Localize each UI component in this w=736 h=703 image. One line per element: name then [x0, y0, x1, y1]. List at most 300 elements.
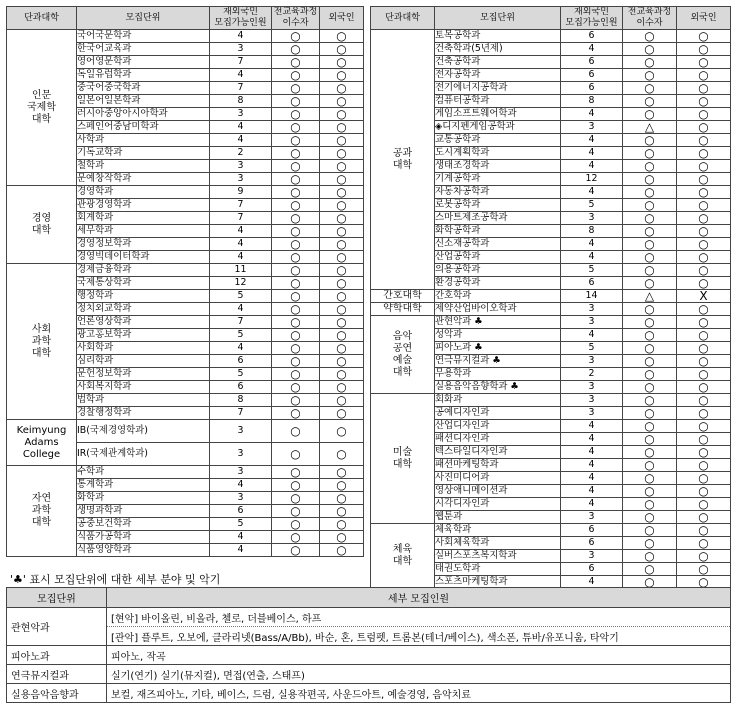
teacher-mark: ○ [623, 186, 677, 199]
unit-name: 수학과 [77, 466, 210, 479]
unit-name: 경찰행정학과 [77, 407, 210, 420]
foreign-mark: ○ [320, 505, 364, 518]
teacher-mark: ○ [623, 550, 677, 563]
teacher-mark: ○ [272, 342, 320, 355]
overseas-count: 4 [561, 459, 623, 472]
detail-line: 실기(연기) 실기(뮤지컬), 면접(연출, 스태프) [107, 665, 731, 684]
unit-name: 광고홍보학과 [77, 329, 210, 342]
unit-name: 심리학과 [77, 355, 210, 368]
overseas-count: 8 [210, 95, 272, 108]
unit-name: 제약산업바이오학과 [435, 303, 561, 316]
foreign-mark: ○ [677, 472, 731, 485]
unit-name: 관광경영학과 [77, 199, 210, 212]
foreign-mark: ○ [320, 466, 364, 479]
teacher-mark: ○ [623, 433, 677, 446]
foreign-mark: ○ [320, 251, 364, 264]
foreign-mark: ○ [677, 147, 731, 160]
overseas-count: 6 [561, 69, 623, 82]
teacher-mark: ○ [623, 212, 677, 225]
foreign-mark: ○ [320, 238, 364, 251]
overseas-count: 3 [561, 121, 623, 134]
header-unit: 모집단위 [435, 7, 561, 30]
unit-name: 통계학과 [77, 479, 210, 492]
unit-name: 문예창작학과 [77, 173, 210, 186]
unit-name: 공중보건학과 [77, 518, 210, 531]
teacher-mark: ○ [623, 199, 677, 212]
teacher-mark: ○ [623, 95, 677, 108]
teacher-mark: ○ [272, 544, 320, 557]
teacher-mark: ○ [272, 290, 320, 303]
unit-name: 일본어일본학과 [77, 95, 210, 108]
unit-name: 스페인어중남미학과 [77, 121, 210, 134]
unit-name: 컴퓨터공학과 [435, 95, 561, 108]
overseas-count: 8 [561, 95, 623, 108]
teacher-mark: ○ [623, 264, 677, 277]
overseas-count: 2 [210, 147, 272, 160]
unit-name: 건축공학과 [435, 56, 561, 69]
header-overseas: 재외국민 모집가능인원 [210, 7, 272, 30]
unit-name: 산업공학과 [435, 251, 561, 264]
teacher-mark: ○ [623, 394, 677, 407]
foreign-mark: ○ [320, 420, 364, 443]
teacher-mark: ○ [623, 134, 677, 147]
foreign-mark: ○ [677, 446, 731, 459]
foreign-mark: ○ [677, 264, 731, 277]
teacher-mark: ○ [272, 264, 320, 277]
teacher-mark: ○ [272, 394, 320, 407]
foreign-mark: ○ [677, 277, 731, 290]
overseas-count: 3 [210, 160, 272, 173]
unit-name: 생명과학과 [77, 505, 210, 518]
overseas-count: 4 [561, 238, 623, 251]
teacher-mark: ○ [623, 30, 677, 43]
unit-name: 영어영문학과 [77, 56, 210, 69]
foreign-mark: X [677, 290, 731, 303]
overseas-count: 3 [561, 212, 623, 225]
foreign-mark: ○ [677, 485, 731, 498]
overseas-count: 4 [561, 485, 623, 498]
foreign-mark: ○ [320, 277, 364, 290]
unit-name: 철학과 [77, 160, 210, 173]
admission-table-right [370, 6, 731, 589]
unit-name: 태권도학과 [435, 563, 561, 576]
foreign-mark: ○ [677, 56, 731, 69]
foreign-mark: ○ [320, 407, 364, 420]
table-row [371, 316, 731, 329]
overseas-count: 14 [561, 290, 623, 303]
unit-name: 사학과 [77, 134, 210, 147]
teacher-mark: ○ [623, 511, 677, 524]
overseas-count: 4 [561, 160, 623, 173]
detail-unit: 피아노과 [7, 646, 107, 665]
teacher-mark: ○ [272, 505, 320, 518]
club-note: '♣' 표시 모집단위에 대한 세부 분야 및 악기 [10, 573, 221, 586]
detail-unit: 실용음악음향과 [7, 684, 107, 703]
teacher-mark: ○ [272, 355, 320, 368]
teacher-mark: ○ [272, 173, 320, 186]
unit-name: 스포츠마케팅학과 [435, 576, 561, 589]
overseas-count: 2 [561, 368, 623, 381]
teacher-mark: ○ [272, 420, 320, 443]
teacher-mark: ○ [272, 56, 320, 69]
college-name: 경영 대학 [7, 186, 77, 264]
college-name: 공과 대학 [371, 30, 435, 290]
college-name: 사회 과학 대학 [7, 264, 77, 420]
foreign-mark: ○ [677, 251, 731, 264]
teacher-mark: ○ [272, 147, 320, 160]
teacher-mark: ○ [272, 531, 320, 544]
overseas-count: 3 [561, 316, 623, 329]
foreign-mark: ○ [320, 368, 364, 381]
foreign-mark: ○ [320, 329, 364, 342]
foreign-mark: ○ [677, 160, 731, 173]
teacher-mark: ○ [623, 225, 677, 238]
foreign-mark: ○ [677, 498, 731, 511]
foreign-mark: ○ [320, 443, 364, 466]
foreign-mark: ○ [677, 329, 731, 342]
unit-name: 국어국문학과 [77, 30, 210, 43]
foreign-mark: ○ [320, 290, 364, 303]
foreign-mark: ○ [677, 537, 731, 550]
teacher-mark: ○ [623, 251, 677, 264]
teacher-mark: ○ [272, 251, 320, 264]
overseas-count: 8 [210, 394, 272, 407]
unit-name: 신소재공학과 [435, 238, 561, 251]
overseas-count: 4 [210, 531, 272, 544]
table-row [371, 394, 731, 407]
unit-name: 체육학과 [435, 524, 561, 537]
teacher-mark: ○ [623, 238, 677, 251]
unit-name: 패션마케팅학과 [435, 459, 561, 472]
teacher-mark: ○ [272, 160, 320, 173]
foreign-mark: ○ [320, 134, 364, 147]
teacher-mark: ○ [272, 518, 320, 531]
teacher-mark: ○ [623, 459, 677, 472]
unit-name: 문헌정보학과 [77, 368, 210, 381]
unit-name: 사회학과 [77, 342, 210, 355]
overseas-count: 3 [210, 43, 272, 56]
teacher-mark: ○ [272, 82, 320, 95]
foreign-mark: ○ [677, 563, 731, 576]
teacher-mark: ○ [272, 479, 320, 492]
foreign-mark: ○ [320, 264, 364, 277]
teacher-mark: ○ [272, 69, 320, 82]
detail-line: [현악] 바이올린, 비올라, 첼로, 더블베이스, 하프 [107, 608, 731, 627]
overseas-count: 5 [561, 264, 623, 277]
unit-name: 기계공학과 [435, 173, 561, 186]
overseas-count: 4 [210, 30, 272, 43]
foreign-mark: ○ [677, 316, 731, 329]
teacher-mark: ○ [272, 277, 320, 290]
unit-name: 독일유럽학과 [77, 69, 210, 82]
unit-name: 생태조경학과 [435, 160, 561, 173]
unit-name: 식품영양학과 [77, 544, 210, 557]
teacher-mark: ○ [272, 225, 320, 238]
unit-name: 웹툰과 [435, 511, 561, 524]
teacher-mark: ○ [623, 420, 677, 433]
teacher-mark: ○ [623, 69, 677, 82]
foreign-mark: ○ [677, 225, 731, 238]
teacher-mark: ○ [623, 43, 677, 56]
overseas-count: 5 [210, 368, 272, 381]
teacher-mark: ○ [623, 82, 677, 95]
foreign-mark: ○ [320, 69, 364, 82]
overseas-count: 7 [210, 56, 272, 69]
unit-name: 게임소프트웨어학과 [435, 108, 561, 121]
unit-name: 사회체육학과 [435, 537, 561, 550]
teacher-mark: ○ [272, 212, 320, 225]
overseas-count: 4 [210, 479, 272, 492]
teacher-mark: ○ [272, 121, 320, 134]
foreign-mark: ○ [677, 381, 731, 394]
foreign-mark: ○ [320, 173, 364, 186]
overseas-count: 4 [561, 108, 623, 121]
overseas-count: 4 [210, 238, 272, 251]
table-row [7, 30, 364, 43]
unit-name: 토목공학과 [435, 30, 561, 43]
college-name: 인문 국제학 대학 [7, 30, 77, 186]
foreign-mark: ○ [677, 95, 731, 108]
overseas-count: 6 [561, 524, 623, 537]
unit-name: 전자공학과 [435, 69, 561, 82]
overseas-count: 4 [210, 121, 272, 134]
unit-name: 기독교학과 [77, 147, 210, 160]
table-row [7, 420, 364, 443]
foreign-mark: ○ [320, 82, 364, 95]
overseas-count: 6 [561, 277, 623, 290]
teacher-mark: ○ [272, 199, 320, 212]
unit-name: 공예디자인과 [435, 407, 561, 420]
unit-name: 정치외교학과 [77, 303, 210, 316]
overseas-count: 3 [561, 511, 623, 524]
foreign-mark: ○ [320, 394, 364, 407]
teacher-mark: ○ [623, 316, 677, 329]
teacher-mark: ○ [272, 407, 320, 420]
foreign-mark: ○ [320, 303, 364, 316]
overseas-count: 3 [210, 108, 272, 121]
foreign-mark: ○ [677, 238, 731, 251]
college-name: 음악 공연 예술 대학 [371, 316, 435, 394]
foreign-mark: ○ [320, 225, 364, 238]
overseas-count: 4 [210, 225, 272, 238]
unit-name: 스마트제조공학과 [435, 212, 561, 225]
foreign-mark: ○ [677, 43, 731, 56]
teacher-mark: ○ [623, 147, 677, 160]
teacher-mark: ○ [272, 134, 320, 147]
foreign-mark: ○ [677, 303, 731, 316]
detail-line: 보컬, 재즈피아노, 기타, 베이스, 드럼, 실용작편곡, 사운드아트, 예술경영, 음악치료 [107, 684, 731, 703]
unit-name: 자동차공학과 [435, 186, 561, 199]
teacher-mark: ○ [272, 43, 320, 56]
unit-name: 실버스포츠복지학과 [435, 550, 561, 563]
overseas-count: 9 [210, 186, 272, 199]
foreign-mark: ○ [677, 342, 731, 355]
teacher-mark: ○ [272, 443, 320, 466]
unit-name: 산업디자인과 [435, 420, 561, 433]
instrument-detail-table [6, 587, 731, 703]
detail-line: 피아노, 작곡 [107, 646, 731, 665]
unit-name: 회계학과 [77, 212, 210, 225]
teacher-mark: ○ [623, 472, 677, 485]
foreign-mark: ○ [320, 108, 364, 121]
foreign-mark: ○ [677, 550, 731, 563]
teacher-mark: ○ [623, 563, 677, 576]
teacher-mark: ○ [272, 30, 320, 43]
overseas-count: 12 [210, 277, 272, 290]
overseas-count: 6 [210, 381, 272, 394]
unit-name: 경영빅데이터학과 [77, 251, 210, 264]
header-teacher: 전교육과정 이수자 [623, 7, 677, 30]
foreign-mark: ○ [320, 316, 364, 329]
header-unit: 모집단위 [77, 7, 210, 30]
detail-row [7, 627, 731, 646]
header-foreign: 외국인 [320, 7, 364, 30]
teacher-mark: ○ [623, 368, 677, 381]
overseas-count: 6 [561, 537, 623, 550]
foreign-mark: ○ [320, 518, 364, 531]
teacher-mark: ○ [272, 186, 320, 199]
unit-name: 관현악과 ♣ [435, 316, 561, 329]
teacher-mark: △ [623, 121, 677, 134]
overseas-count: 7 [210, 82, 272, 95]
teacher-mark: ○ [623, 329, 677, 342]
teacher-mark: △ [623, 290, 677, 303]
detail-row [7, 608, 731, 627]
overseas-count: 6 [561, 30, 623, 43]
overseas-count: 3 [561, 394, 623, 407]
foreign-mark: ○ [677, 199, 731, 212]
overseas-count: 4 [561, 134, 623, 147]
overseas-count: 3 [561, 355, 623, 368]
overseas-count: 7 [210, 199, 272, 212]
college-name: 자연 과학 대학 [7, 466, 77, 557]
overseas-count: 6 [561, 82, 623, 95]
table-row [7, 264, 364, 277]
overseas-count: 4 [561, 433, 623, 446]
unit-name: 전기에너지공학과 [435, 82, 561, 95]
teacher-mark: ○ [623, 498, 677, 511]
foreign-mark: ○ [320, 95, 364, 108]
foreign-mark: ○ [677, 576, 731, 589]
foreign-mark: ○ [320, 30, 364, 43]
teacher-mark: ○ [623, 485, 677, 498]
teacher-mark: ○ [623, 342, 677, 355]
unit-name: 환경공학과 [435, 277, 561, 290]
overseas-count: 4 [561, 147, 623, 160]
table-row [371, 290, 731, 303]
foreign-mark: ○ [677, 69, 731, 82]
teacher-mark: ○ [272, 95, 320, 108]
overseas-count: 5 [561, 342, 623, 355]
foreign-mark: ○ [320, 147, 364, 160]
header-teacher: 전교육과정 이수자 [272, 7, 320, 30]
unit-name: 피아노과 ♣ [435, 342, 561, 355]
overseas-count: 4 [561, 576, 623, 589]
unit-name: IB(국제경영학과) [77, 420, 210, 443]
unit-name: 화학과 [77, 492, 210, 505]
table-row [371, 303, 731, 316]
teacher-mark: ○ [623, 108, 677, 121]
overseas-count: 11 [210, 264, 272, 277]
foreign-mark: ○ [320, 212, 364, 225]
overseas-count: 7 [210, 407, 272, 420]
detail-row [7, 646, 731, 665]
foreign-mark: ○ [320, 381, 364, 394]
foreign-mark: ○ [320, 121, 364, 134]
unit-name: 경영정보학과 [77, 238, 210, 251]
overseas-count: 3 [561, 381, 623, 394]
overseas-count: 7 [210, 316, 272, 329]
admission-table-left [6, 6, 364, 557]
overseas-count: 4 [561, 472, 623, 485]
table-row [371, 524, 731, 537]
overseas-count: 3 [210, 173, 272, 186]
header-foreign: 외국인 [677, 7, 731, 30]
table-row [371, 30, 731, 43]
foreign-mark: ○ [320, 199, 364, 212]
unit-name: 식품가공학과 [77, 531, 210, 544]
foreign-mark: ○ [320, 342, 364, 355]
unit-name: 간호학과 [435, 290, 561, 303]
overseas-count: 8 [561, 225, 623, 238]
unit-name: 사회복지학과 [77, 381, 210, 394]
unit-name: 시각디자인과 [435, 498, 561, 511]
unit-name: 회화과 [435, 394, 561, 407]
overseas-count: 3 [210, 420, 272, 443]
overseas-count: 4 [561, 186, 623, 199]
detail-header-detail: 세부 모집인원 [107, 588, 731, 608]
foreign-mark: ○ [677, 459, 731, 472]
overseas-count: 6 [561, 56, 623, 69]
foreign-mark: ○ [320, 160, 364, 173]
foreign-mark: ○ [677, 121, 731, 134]
unit-name: ◈디지펜게임공학과 [435, 121, 561, 134]
overseas-count: 5 [210, 329, 272, 342]
table-row [7, 186, 364, 199]
overseas-count: 4 [561, 498, 623, 511]
unit-name: 러시아중앙아시아학과 [77, 108, 210, 121]
overseas-count: 3 [210, 492, 272, 505]
foreign-mark: ○ [677, 173, 731, 186]
unit-name: 성악과 [435, 329, 561, 342]
foreign-mark: ○ [320, 186, 364, 199]
foreign-mark: ○ [677, 186, 731, 199]
unit-name: 영상애니메이션과 [435, 485, 561, 498]
unit-name: 건축학과(5년제) [435, 43, 561, 56]
teacher-mark: ○ [623, 160, 677, 173]
foreign-mark: ○ [677, 82, 731, 95]
unit-name: 중국어중국학과 [77, 82, 210, 95]
foreign-mark: ○ [677, 108, 731, 121]
teacher-mark: ○ [623, 576, 677, 589]
unit-name: 텍스타일디자인과 [435, 446, 561, 459]
teacher-mark: ○ [272, 108, 320, 121]
college-name: 약학대학 [371, 303, 435, 316]
unit-name: 법학과 [77, 394, 210, 407]
foreign-mark: ○ [320, 492, 364, 505]
foreign-mark: ○ [677, 355, 731, 368]
overseas-count: 4 [210, 303, 272, 316]
foreign-mark: ○ [677, 420, 731, 433]
teacher-mark: ○ [623, 407, 677, 420]
overseas-count: 3 [561, 550, 623, 563]
unit-name: 한국어교육과 [77, 43, 210, 56]
teacher-mark: ○ [623, 173, 677, 186]
detail-unit: 관현악과 [7, 608, 107, 646]
foreign-mark: ○ [677, 407, 731, 420]
college-name: 미술 대학 [371, 394, 435, 524]
overseas-count: 4 [561, 329, 623, 342]
